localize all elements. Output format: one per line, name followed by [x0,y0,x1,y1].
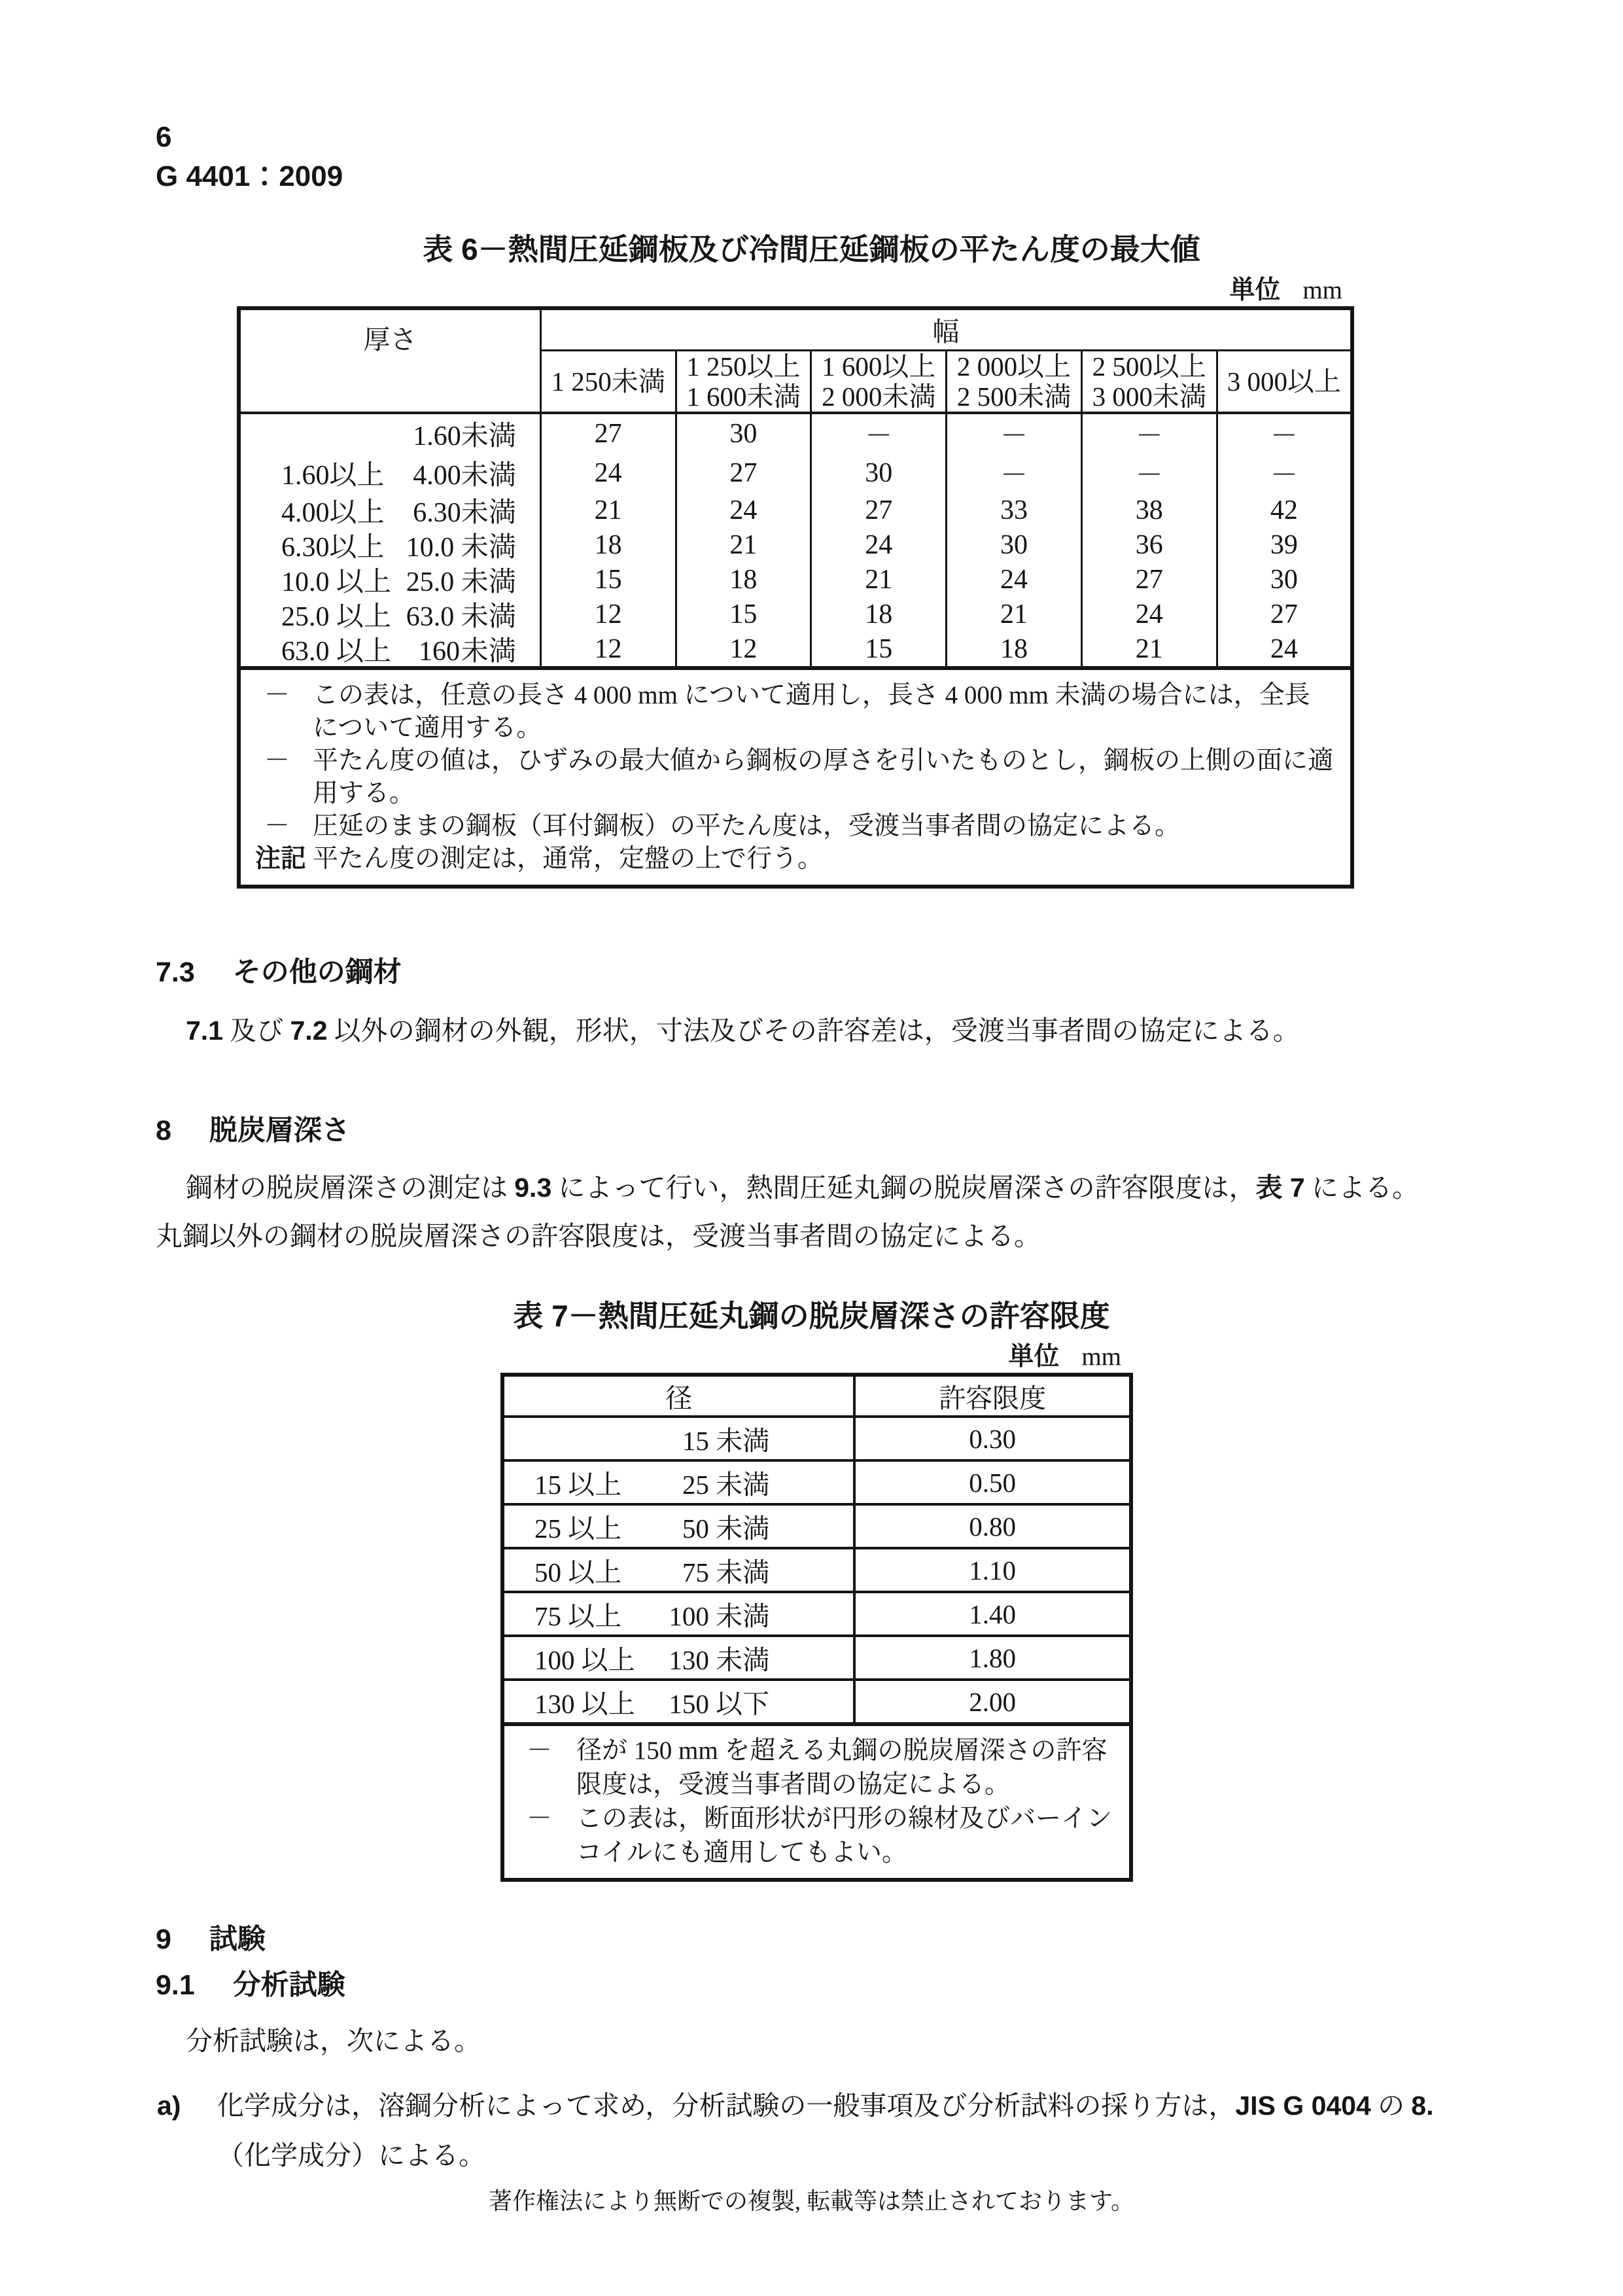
table-note [255,745,1335,810]
range-upper: 63.0 未満 [406,601,516,632]
diameter-column-header: 径 [502,1375,854,1417]
range-lower: 25.0 以上 [281,601,392,632]
remark-text: 平たん度の測定は，通常，定盤の上で行う。 [313,845,824,873]
limit-cell: 0.50 [854,1460,1131,1504]
table7-title: 表 7－熱間圧延丸鋼の脱炭層深さの許容限度 [513,1299,1110,1333]
table-row [239,631,1352,668]
diameter-range-cell [502,1417,854,1460]
range-lower: 1.60以上 [281,461,385,491]
value-cell: 15 [676,597,811,631]
value-cell: 30 [947,527,1082,562]
limit-cell: 1.80 [854,1636,1131,1680]
range-upper: 100 未満 [669,1601,770,1631]
table-row [502,1548,1131,1592]
value-cell: 24 [1217,631,1352,668]
dash-marker: － [527,1737,553,1765]
item-line: （化学成分）による。 [217,2140,485,2170]
value-cell: 21 [540,493,676,527]
dash-marker: － [527,1805,553,1833]
value-cell: 42 [1217,493,1352,527]
table-note [255,679,1335,745]
value-cell: 27 [1081,562,1217,597]
thickness-range-cell [239,527,540,562]
decarburization-table [500,1373,1133,1882]
range-upper: 10.0 未満 [406,532,516,563]
paragraph-line: 丸鋼以外の鋼材の脱炭層深さの許容限度は，受渡当事者間の協定による。 [156,1221,1041,1251]
table6-unit-line [237,275,1354,306]
range-lower: 4.00以上 [281,497,385,528]
section-title: 脱炭層深さ [209,1115,350,1146]
width-range-line1: 2 500以上 [1092,351,1206,381]
limit-cell: 1.40 [854,1592,1131,1636]
value-cell: 24 [947,562,1082,597]
page-number: 6 [156,121,172,153]
paragraph-line: 鋼材の脱炭層深さの測定は 9.3 によって行い，熱間圧延丸鋼の脱炭層深さの許容限度は，表 7 による。 [186,1173,1419,1203]
table-row [239,562,1352,597]
table-row [502,1417,1131,1460]
diameter-range-cell [502,1680,854,1724]
range-lower: 6.30以上 [281,532,385,563]
table-note [255,810,1335,843]
thickness-range-cell [239,631,540,668]
table-row [239,597,1352,631]
width-col-header [1217,350,1352,413]
table-note [516,1802,1116,1870]
unit-value: mm [1081,1343,1121,1371]
table6-title: 表 6－熱間圧延鋼板及び冷間圧延鋼板の平たん度の最大値 [423,232,1200,266]
value-cell: 18 [540,527,676,562]
table7-notes [502,1724,1131,1880]
width-range-line2: 2 000未満 [822,381,936,412]
table7-notes-row [502,1724,1131,1880]
value-cell: 27 [811,493,947,527]
remark-label: 注記 [255,845,307,873]
range-lower: 10.0 以上 [281,567,392,597]
table6-header-row-1 [239,308,1352,350]
dash-marker: － [264,747,290,775]
thickness-range-cell [239,562,540,597]
note-text: この表は，任意の長さ 4 000 mm について適用し，長さ 4 000 mm 未満の場合には，全長について適用する。 [313,681,1310,742]
dash-marker: － [264,681,290,709]
range-upper: 1.60未満 [413,421,516,451]
diameter-range-cell [502,1504,854,1548]
value-cell: 12 [540,631,676,668]
value-cell: － [1217,413,1352,453]
value-cell: 39 [1217,527,1352,562]
value-cell: 30 [676,413,811,453]
range-lower: 100 以上 [534,1645,635,1675]
note-text: 平たん度の値は，ひずみの最大値から鋼板の厚さを引いたものとし，鋼板の上側の面に適用する。 [313,747,1334,807]
value-cell: 33 [947,493,1082,527]
limit-cell: 0.80 [854,1504,1131,1548]
section-number: 7.3 [156,957,195,988]
table-row [239,453,1352,493]
thickness-range-cell [239,453,540,493]
width-range-line1: 1 250未満 [551,366,665,397]
value-cell: － [1081,453,1217,493]
width-range-line2: 1 600未満 [686,381,801,412]
thickness-range-cell [239,493,540,527]
value-cell: 18 [947,631,1082,668]
dash-marker: － [264,812,290,840]
table7-area [500,1341,1133,1882]
range-upper: 15 未満 [682,1426,770,1456]
section-title: 分析試験 [232,1969,345,2001]
section-7-3-paragraph: 7.1 及び 7.2 以外の鋼材の外観，形状，寸法及びその許容差は，受渡当事者間の協定による。 [186,1016,1300,1046]
note-text: この表は，断面形状が円形の線材及びバーインコイルにも適用してもよい。 [576,1805,1113,1867]
range-lower: 130 以上 [534,1689,635,1719]
width-range-line1: 3 000以上 [1227,366,1341,397]
table-note [516,1734,1116,1802]
value-cell: 18 [811,597,947,631]
thickness-range-cell [239,597,540,631]
copyright-footer: 著作権法により無断での複製, 転載等は禁止されております。 [488,2188,1135,2214]
value-cell: 12 [540,597,676,631]
table6-notes [239,668,1352,887]
range-lower: 25 以上 [534,1513,622,1544]
flatness-table [237,306,1354,889]
standard-code: G 4401：2009 [156,160,343,192]
range-upper: 25.0 未満 [406,567,516,597]
width-span-header: 幅 [540,308,1352,350]
table-row [239,493,1352,527]
value-cell: 30 [1217,562,1352,597]
range-upper: 未満 [461,636,516,667]
list-item-a [157,2081,1623,2180]
note-text: 径が 150 mm を超える丸鋼の脱炭層深さの許容限度は，受渡当事者間の協定による。 [576,1737,1108,1799]
width-range-line1: 2 000以上 [956,351,1072,381]
diameter-range-cell [502,1460,854,1504]
table-row [239,413,1352,453]
diameter-range-cell [502,1548,854,1592]
table-row [502,1636,1131,1680]
range-lower: 75 以上 [534,1601,622,1631]
value-cell: 27 [1217,597,1352,631]
value-cell: 24 [540,453,676,493]
value-cell: 21 [676,527,811,562]
value-cell: 24 [1081,597,1217,631]
width-range-line1: 1 250以上 [686,351,801,381]
range-upper: 130 未満 [669,1645,770,1675]
value-cell: － [1081,413,1217,453]
limit-cell: 1.10 [854,1548,1131,1592]
range-upper: 150 以下 [669,1689,770,1719]
range-lower: 15 以上 [534,1470,622,1500]
value-cell: 21 [811,562,947,597]
thickness-column-header: 厚さ [239,308,540,413]
value-cell: 27 [540,413,676,453]
value-cell: 24 [811,527,947,562]
table6-area [237,275,1354,889]
diameter-range-cell [502,1636,854,1680]
value-cell: － [1217,453,1352,493]
unit-label: 単位 [1229,276,1281,304]
value-cell: 24 [676,493,811,527]
width-col-header [947,350,1082,413]
section-9-heading [156,1921,1623,1958]
unit-label: 単位 [1008,1343,1060,1371]
table7-header-row [502,1375,1131,1417]
width-col-header [811,350,947,413]
width-range-line2: 2 500未満 [956,381,1072,412]
range-upper: 75 未満 [682,1557,770,1587]
section-title: 試験 [209,1924,266,1955]
value-cell: 30 [811,453,947,493]
value-cell: 12 [676,631,811,668]
value-cell: 38 [1081,493,1217,527]
value-cell: － [947,413,1082,453]
section-9-1-heading [156,1967,1623,2004]
range-upper: 50 未満 [682,1513,770,1544]
range-lower: 50 以上 [534,1557,622,1587]
section-7-3-heading [156,954,1623,991]
note-text: 圧延のままの鋼板（耳付鋼板）の平たん度は，受渡当事者間の協定による。 [313,812,1181,840]
range-upper: 25 未満 [682,1470,770,1500]
value-cell: 18 [676,562,811,597]
limit-cell: 0.30 [854,1417,1131,1460]
range-lower: 63.0 以上 160 [281,636,461,667]
section-number: 8 [156,1115,171,1146]
value-cell: 15 [540,562,676,597]
diameter-range-cell [502,1592,854,1636]
section-8-paragraph [156,1163,1623,1260]
table-row [502,1504,1131,1548]
table-row [502,1460,1131,1504]
section-8-heading [156,1112,1623,1149]
width-range-line2: 3 000未満 [1092,381,1206,412]
width-col-header [1081,350,1217,413]
limit-cell: 2.00 [854,1680,1131,1724]
section-title: その他の鋼材 [232,957,402,988]
item-label: a) [157,2091,181,2121]
item-line: 化学成分は，溶鋼分析によって求め，分析試験の一般事項及び分析試料の採り方は，JIS G 0404 の 8. [217,2091,1434,2121]
table-row [502,1592,1131,1636]
range-upper: 6.30未満 [413,497,516,528]
width-range-line1: 1 600以上 [822,351,936,381]
value-cell: 15 [811,631,947,668]
width-col-header [676,350,811,413]
section-number: 9 [156,1924,171,1955]
width-col-header [540,350,676,413]
value-cell: 36 [1081,527,1217,562]
value-cell: － [811,413,947,453]
unit-value: mm [1302,276,1342,304]
range-upper: 4.00未満 [413,461,516,491]
table-remark [255,843,1335,875]
table6-notes-row [239,668,1352,887]
value-cell: 27 [676,453,811,493]
section-number: 9.1 [156,1969,195,2001]
value-cell: 21 [1081,631,1217,668]
value-cell: 21 [947,597,1082,631]
limit-column-header: 許容限度 [854,1375,1131,1417]
thickness-range-cell [239,413,540,453]
table-row [502,1680,1131,1724]
table-row [239,527,1352,562]
table7-unit-line [500,1341,1133,1373]
value-cell: － [947,453,1082,493]
section-9-1-intro: 分析試験は，次による。 [186,2026,481,2056]
